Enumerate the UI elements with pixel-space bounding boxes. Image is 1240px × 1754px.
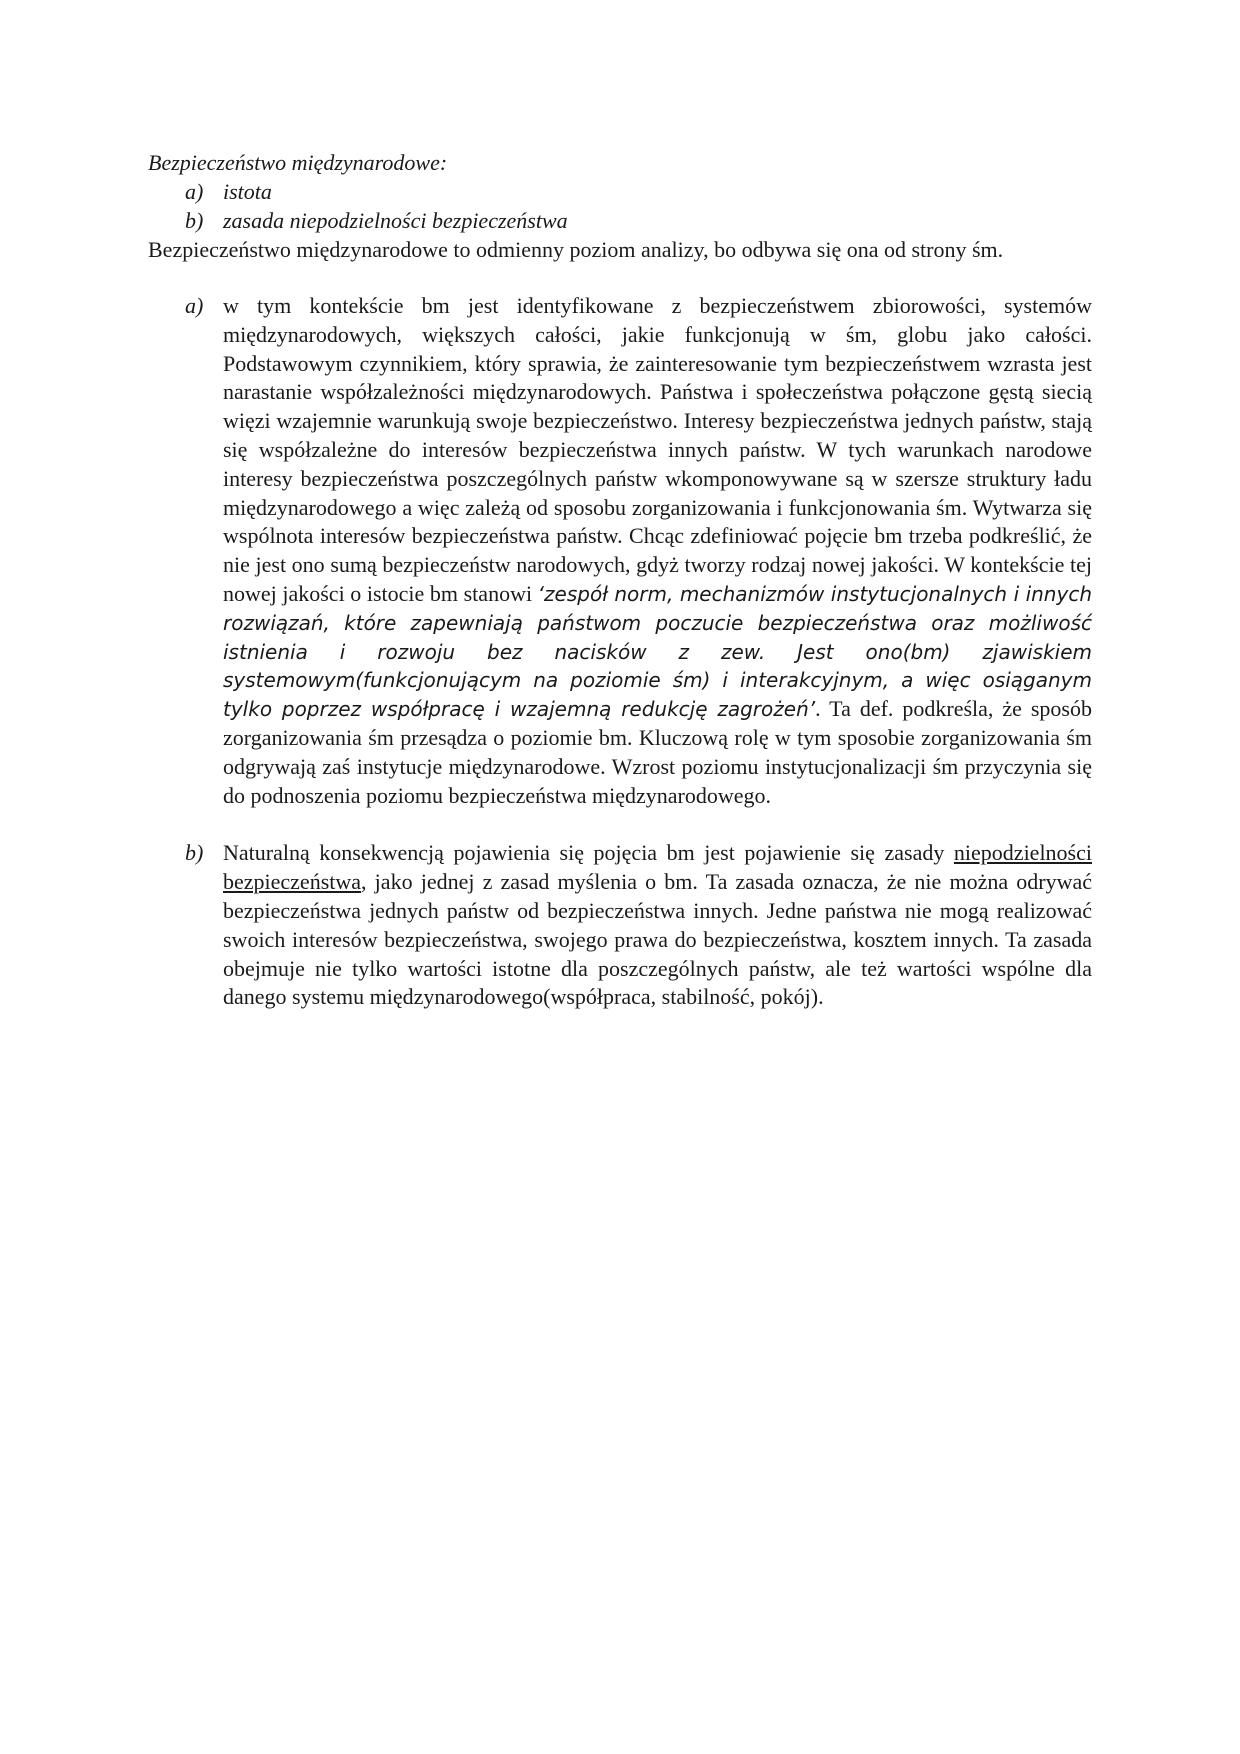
section-b bbox=[148, 839, 1092, 1012]
document-page bbox=[148, 148, 1092, 1012]
section-b-marker: b) bbox=[185, 840, 204, 866]
section-a-body bbox=[223, 292, 1092, 810]
outline-list bbox=[148, 177, 1092, 235]
section-a-text: w tym kontekście bm jest identyfikowane z bezpieczeństwem zbiorowości, systemów międzynarodowych, większych całości, jakie funkcjonują w śm, globu jako całości. Podstawowym czynnikiem, który sprawia, że zainteresowanie tym bezpieczeństwem wzrasta jest narastanie współzależności międzynarodowych. Państwa i społeczeństwa połączone gęstą siecią więzi wzajemnie warunkują swoje bezpieczeństwo. Interesy bezpieczeństwa jednych państw, stają się współzależne do interesów bezpieczeństwa innych państw. W tych warunkach narodowe interesy bezpieczeństwa poszczególnych państw wkomponowywane są w szersze struktury ładu międzynarodowego a więc zależą od sposobu zorganizowania i funkcjonowania śm. Wytwarza się wspólnota interesów bezpieczeństwa państw. Chcąc zdefiniować pojęcie bm trzeba podkreślić, że nie jest ono sumą bezpieczeństw narodowych, gdyż tworzy rodzaj nowej jakości. W kontekście tej nowej jakości o istocie bm stanowi bbox=[223, 293, 1092, 606]
section-b-text-end: , jako jednej z zasad myślenia o bm. Ta zasada oznacza, że nie można odrywać bezpieczeństwa jednych państw od bezpieczeństwa innych. Jedne państwa nie mogą realizować swoich interesów bezpieczeństwa, swojego prawa do bezpieczeństwa, kosztem innych. Ta zasada obejmuje nie tylko wartości istotne dla poszczególnych państw, ale też wartości wspólne dla danego systemu międzynarodowego(współpraca, stabilność, pokój). bbox=[223, 869, 1092, 1010]
section-a-text-end: . Ta def. podkreśla, że sposób zorganizowania śm przesądza o poziomie bm. Kluczową rolę w tym sposobie zorganizowania śm odgrywają zaś instytucje międzynarodowe. Wzrost poziomu instytucjonalizacji śm przyczynia się do podnoszenia poziomu bezpieczeństwa międzynarodowego. bbox=[223, 696, 1092, 808]
outline-item bbox=[148, 206, 1092, 235]
document-heading: Bezpieczeństwo międzynarodowe: bbox=[148, 150, 448, 175]
section-b-body bbox=[223, 839, 1092, 1012]
outline-label: istota bbox=[223, 179, 272, 204]
section-a-marker: a) bbox=[185, 293, 204, 318]
outline-marker: b) bbox=[185, 208, 204, 233]
outline-item bbox=[148, 177, 1092, 206]
outline-marker: a) bbox=[185, 179, 204, 204]
definition-quote: ‘zespół norm, mechanizmów instytucjonalnych i innych rozwiązań, które zapewniają państwom poczucie bezpieczeństwa oraz możliwość istnienia i rozwoju bez nacisków z zew. Jest ono(bm) zjawiskiem systemowym(funkcjonującym na poziomie śm) i interakcyjnym, a więc osiąganym tylko poprzez współpracę i wzajemną redukcję zagrożeń’ bbox=[223, 581, 1092, 722]
underlined-term: niepodzielności bezpieczeństwa bbox=[223, 840, 1092, 895]
outline-label: zasada niepodzielności bezpieczeństwa bbox=[223, 208, 568, 233]
section-a bbox=[148, 292, 1092, 810]
intro-paragraph: Bezpieczeństwo międzynarodowe to odmienny poziom analizy, bo odbywa się ona od strony śm. bbox=[148, 237, 1004, 262]
section-b-text: Naturalną konsekwencją pojawienia się pojęcia bm jest pojawienie się zasady bbox=[223, 840, 954, 866]
